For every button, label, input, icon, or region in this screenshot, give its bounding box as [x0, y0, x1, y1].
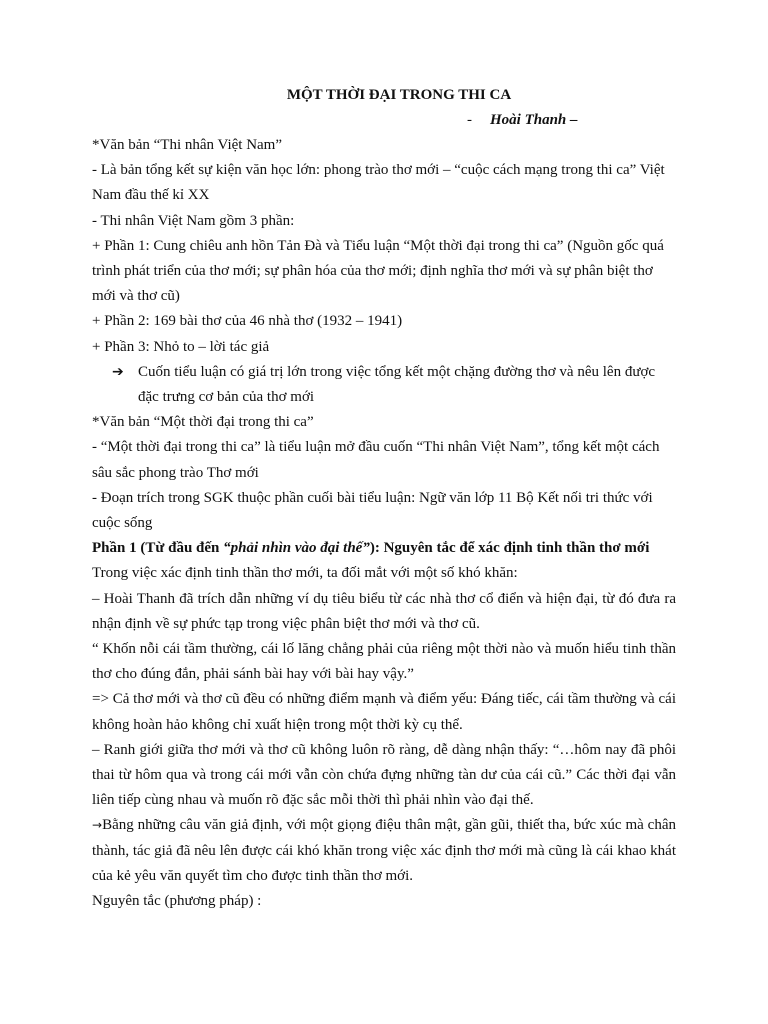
arrow-bullet-text: Cuốn tiểu luận có giá trị lớn trong việc tổng kết một chặng đường thơ và nêu lên được đặc trưng cơ bản của thơ mới [138, 363, 656, 406]
paragraph: *Văn bản “Thi nhân Việt Nam” [92, 137, 283, 153]
arrow-bullet-paragraph [92, 360, 676, 410]
paragraph: - Đoạn trích trong SGK thuộc phần cuối bài tiểu luận: Ngữ văn lớp 11 Bộ Kết nối tri thức với cuộc sống [92, 489, 653, 532]
arrow-right-bold-icon: ➔ [112, 363, 124, 380]
paragraph: - Là bản tổng kết sự kiện văn học lớn: phong trào thơ mới – “cuộc cách mạng trong thi ca” Việt Nam đầu thế kỉ XX [92, 162, 665, 204]
section-heading-quote: “phải nhìn vào đại thế” [223, 540, 370, 557]
paragraph [92, 813, 676, 889]
paragraph: – Hoài Thanh đã trích dẫn những ví dụ tiêu biểu từ các nhà thơ cổ điển và hiện đại, từ đó đưa ra nhận định về sự phức tạp trong việc phân biệt thơ mới và thơ cũ. [92, 590, 676, 632]
author-line [92, 108, 676, 133]
paragraph: *Văn bản “Một thời đại trong thi ca” [92, 414, 314, 431]
paragraph: - “Một thời đại trong thi ca” là tiểu luận mở đầu cuốn “Thi nhân Việt Nam”, tổng kết một cách sâu sắc phong trào Thơ mới [92, 439, 660, 481]
paragraph: Nguyên tắc (phương pháp) : [92, 893, 262, 910]
paragraph: + Phần 1: Cung chiêu anh hồn Tản Đà và Tiểu luận “Một thời đại trong thi ca” (Nguồn gốc quá trình phát triển của thơ mới; sự phân hóa của thơ mới; định nghĩa thơ mới và sự phân biệt thơ mới và thơ cũ) [92, 237, 664, 305]
paragraph: + Phần 2: 169 bài thơ của 46 nhà thơ (1932 – 1941) [92, 313, 403, 330]
paragraph: => Cả thơ mới và thơ cũ đều có những điểm mạnh và điểm yếu: Đáng tiếc, cái tầm thường và cái không hoàn hảo không chỉ xuất hiện trong một thời kỳ cụ thể. [92, 691, 676, 733]
paragraph: + Phần 3: Nhỏ to – lời tác giả [92, 338, 270, 355]
paragraph: - Thi nhân Việt Nam gồm 3 phần: [92, 212, 295, 229]
section-heading [92, 536, 676, 561]
author-name: Hoài Thanh – [490, 112, 578, 128]
paragraph: – Ranh giới giữa thơ mới và thơ cũ không luôn rõ ràng, dễ dàng nhận thấy: “…hôm nay đã phôi thai từ hôm qua và trong cái mới vẫn còn chứa đựng những tàn dư của cái cũ.” Các thời đại vẫn liên tiếp cùng nhau và muốn rõ đặc sắc mỗi thời thì phải nhìn vào đại thế. [92, 741, 676, 809]
section-heading-suffix: ): Nguyên tắc để xác định tinh thần thơ mới [369, 540, 650, 557]
page-title: MỘT THỜI ĐẠI TRONG THI CA [286, 87, 512, 103]
paragraph: “ Khốn nỗi cái tầm thường, cái lố lăng chẳng phải của riêng một thời nào và muốn hiểu tinh thần thơ cho đúng đắn, phải sánh bài hay với bài hay vậy.” [92, 641, 676, 683]
paragraph-text: Bằng những câu văn giả định, với một giọng điệu thân mật, gần gũi, thiết tha, bức xúc mà chân thành, tác giả đã nêu lên được cái khó khăn trong việc xác định thơ mới mà cũng là cái khao khát của kẻ yêu văn quyết tìm cho được tinh thần thơ mới. [92, 817, 676, 884]
paragraph: Trong việc xác định tinh thần thơ mới, ta đối mắt với một số khó khăn: [92, 565, 518, 582]
section-heading-prefix: Phần 1 (Từ đầu đến [92, 540, 224, 557]
arrow-right-icon: → [92, 818, 103, 833]
author-dash: - [467, 112, 472, 128]
